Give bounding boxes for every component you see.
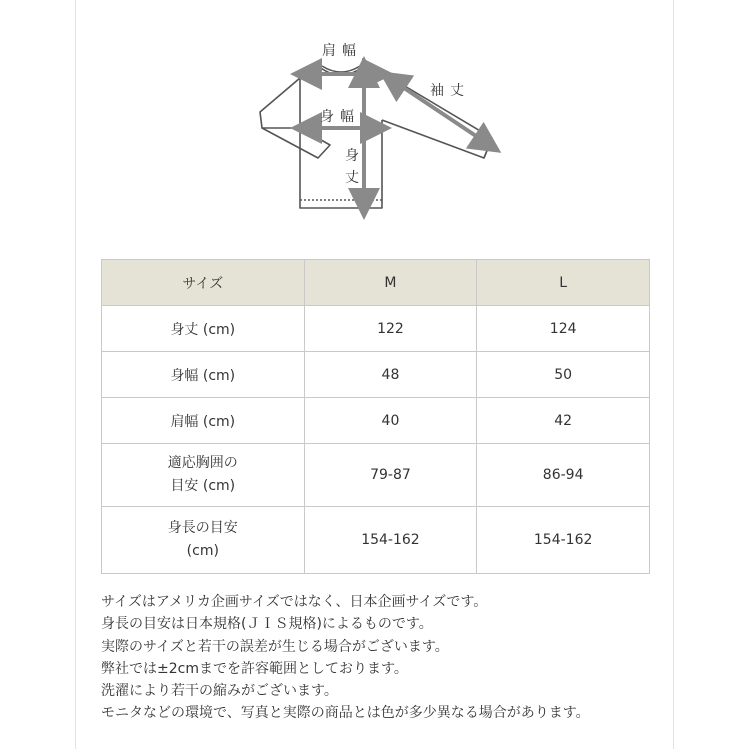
size-notes bbox=[101, 591, 661, 725]
note-line: 洗濯により若干の縮みがございます。 bbox=[101, 683, 338, 700]
header-m: M bbox=[304, 260, 477, 306]
row-label-line2: (cm) bbox=[186, 543, 219, 559]
note-line: 身長の目安は日本規格(ＪＩＳ規格)によるものです。 bbox=[101, 616, 433, 633]
table-header-row bbox=[102, 260, 650, 306]
note-line: モニタなどの環境で、写真と実際の商品とは色が多少異なる場合があります。 bbox=[101, 705, 590, 722]
table-row bbox=[102, 306, 650, 352]
row-label-line1: 身長の目安 bbox=[167, 520, 238, 536]
shoulder-label: 肩幅 bbox=[322, 43, 362, 59]
row-label bbox=[102, 507, 305, 574]
header-l: L bbox=[477, 260, 650, 306]
row-label-line1: 適応胸囲の bbox=[167, 455, 238, 471]
length-label: 身丈 bbox=[345, 148, 359, 186]
sleeve-label: 袖丈 bbox=[430, 83, 470, 99]
header-size: サイズ bbox=[102, 260, 305, 306]
cell-m: 79-87 bbox=[304, 444, 477, 507]
cell-m: 40 bbox=[304, 398, 477, 444]
row-label-line2: 目安 (cm) bbox=[170, 478, 236, 494]
cell-m: 154-162 bbox=[304, 507, 477, 574]
table-row bbox=[102, 398, 650, 444]
row-label: 肩幅 (cm) bbox=[102, 398, 305, 444]
cell-l: 154-162 bbox=[477, 507, 650, 574]
note-line: 実際のサイズと若干の誤差が生じる場合がございます。 bbox=[101, 638, 449, 655]
table-row bbox=[102, 507, 650, 574]
table-row bbox=[102, 444, 650, 507]
garment-diagram bbox=[0, 0, 749, 240]
cell-l: 50 bbox=[477, 352, 650, 398]
note-line: サイズはアメリカ企画サイズではなく、日本企画サイズです。 bbox=[101, 594, 488, 610]
cell-l: 42 bbox=[477, 398, 650, 444]
shirt-illustration bbox=[0, 0, 749, 240]
cell-m: 122 bbox=[304, 306, 477, 352]
row-label: 身丈 (cm) bbox=[102, 306, 305, 352]
cell-l: 86-94 bbox=[477, 444, 650, 507]
width-label: 身幅 bbox=[320, 109, 360, 125]
table-row bbox=[102, 352, 650, 398]
size-table bbox=[101, 259, 650, 574]
cell-l: 124 bbox=[477, 306, 650, 352]
row-label: 身幅 (cm) bbox=[102, 352, 305, 398]
cell-m: 48 bbox=[304, 352, 477, 398]
row-label bbox=[102, 444, 305, 507]
note-line: 弊社では±2cmまでを許容範囲としております。 bbox=[101, 660, 408, 677]
